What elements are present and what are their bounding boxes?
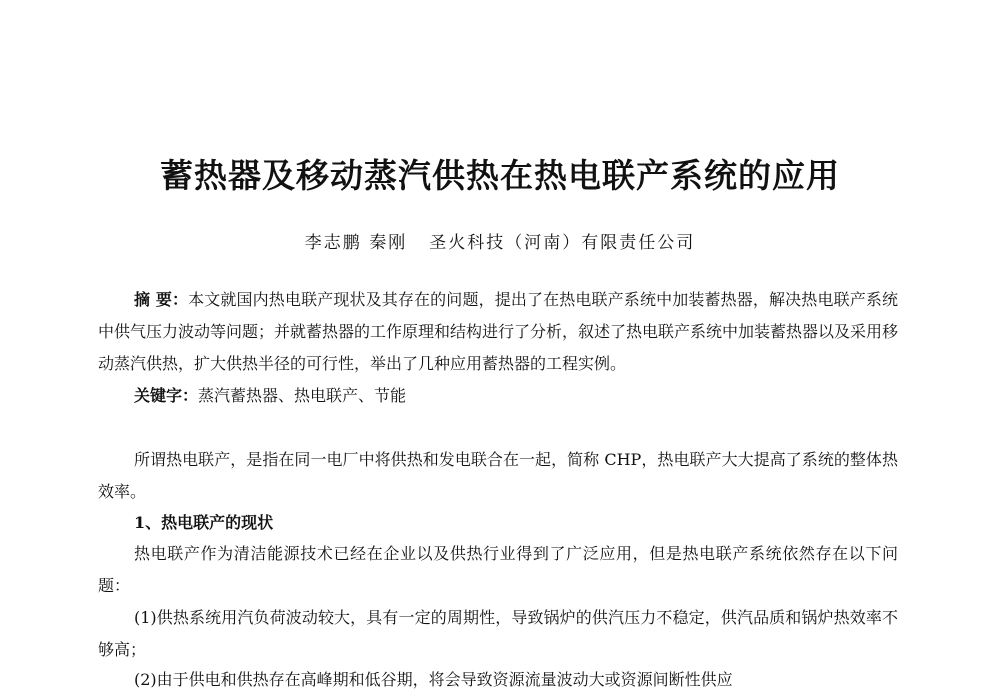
list-item-2: (2)由于供电和供热存在高峰期和低谷期，将会导致资源流量波动大或资源间断性供应 bbox=[134, 670, 733, 689]
keywords bbox=[98, 380, 898, 412]
author-line bbox=[0, 228, 1000, 253]
abstract bbox=[98, 284, 898, 380]
intro-paragraph: 所谓热电联产，是指在同一电厂中将供热和发电联合在一起，简称 CHP，热电联产大大提高了系统的整体热效率。 bbox=[98, 450, 898, 501]
abstract-label: 摘 要： bbox=[134, 290, 189, 309]
keywords-label: 关键字： bbox=[134, 386, 199, 405]
list-item-1: (1)供热系统用汽负荷波动较大，具有一定的周期性，导致锅炉的供汽压力不稳定，供汽品质和锅炉热效率不够高； bbox=[98, 608, 898, 659]
paper-title: 蓄热器及移动蒸汽供热在热电联产系统的应用 bbox=[160, 156, 840, 195]
author-names: 李志鹏 秦刚 bbox=[304, 233, 408, 253]
author-organization: 圣火科技（河南）有限责任公司 bbox=[429, 233, 696, 253]
section-heading: 1、热电联产的现状 bbox=[134, 513, 274, 532]
abstract-text: 本文就国内热电联产现状及其存在的问题，提出了在热电联产系统中加装蓄热器，解决热电联产系统中供气压力波动等问题；并就蓄热器的工作原理和结构进行了分析，叙述了热电联产系统中加装蓄热器以及采用移动蒸汽供热，扩大供热半径的可行性，举出了几种应用蓄热器的工程实例。 bbox=[98, 290, 899, 373]
keywords-text: 蒸汽蓄热器、热电联产、节能 bbox=[198, 386, 407, 405]
section-paragraph: 热电联产作为清洁能源技术已经在企业以及供热行业得到了广泛应用，但是热电联产系统依然存在以下问题： bbox=[98, 544, 898, 595]
